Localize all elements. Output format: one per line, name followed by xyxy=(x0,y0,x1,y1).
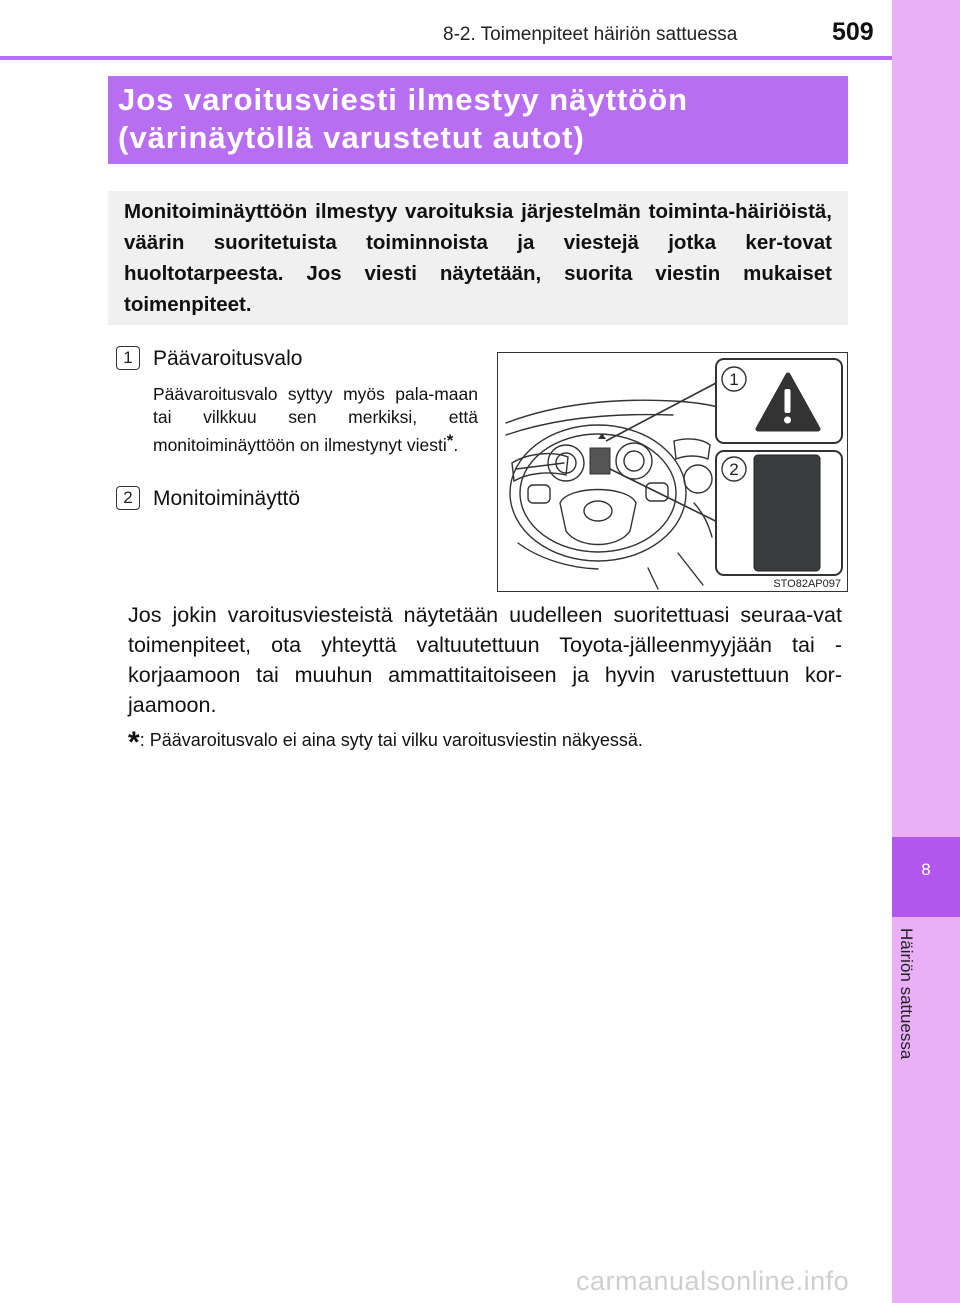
display-panel-icon xyxy=(754,455,820,571)
header-divider xyxy=(0,56,892,60)
title-line-1: Jos varoitusviesti ilmestyy näyttöön xyxy=(118,82,689,117)
item-description-text: Päävaroitusvalo syttyy myös pala-maan tai vilkkuu sen merkiksi, että monitoiminäyttöön on ilmestynyt viesti xyxy=(153,384,478,455)
title-line-2: (värinäytöllä varustetut autot) xyxy=(118,120,585,155)
chapter-label: Häiriön sattuessa xyxy=(897,928,916,1060)
section-title: 8-2. Toimenpiteet häiriön sattuessa xyxy=(443,24,738,45)
intro-text: Monitoiminäyttöön ilmestyy varoituksia järjestelmän toiminta-häiriöistä, väärin suoritetuista toiminnoista ja viestejä jotka ker-tovat huoltotarpeesta. Jos viesti näytetään, suorita viestin mukaiset toimenpiteet. xyxy=(124,200,832,316)
title-banner xyxy=(108,76,848,164)
item-title: Monitoiminäyttö xyxy=(153,487,301,510)
item-number-badge: 1 xyxy=(116,346,140,370)
footnote xyxy=(128,726,643,760)
intro-box xyxy=(108,191,848,325)
footnote-marker: * xyxy=(446,431,454,450)
item-number-badge: 2 xyxy=(116,486,140,510)
side-tab-strip xyxy=(892,0,960,1303)
footnote-text: : Päävaroitusvalo ei aina syty tai vilku varoitusviestin näkyessä. xyxy=(139,730,643,750)
item-title: Päävaroitusvalo xyxy=(153,347,303,370)
callout-number: 1 xyxy=(729,370,739,389)
dashboard-illustration xyxy=(497,352,848,592)
callout-number: 2 xyxy=(729,460,739,479)
item-description-end: . xyxy=(453,435,459,455)
illustration-code: STO82AP097 xyxy=(773,578,841,590)
chapter-label-wrap xyxy=(893,928,923,1088)
page-number: 509 xyxy=(832,18,874,46)
item-description xyxy=(153,383,478,457)
watermark: carmanualsonline.info xyxy=(576,1266,850,1296)
dashboard-drawing xyxy=(498,353,847,591)
footnote-star: * xyxy=(128,726,140,759)
chapter-number: 8 xyxy=(921,860,931,879)
body-paragraph: Jos jokin varoitusviesteistä näytetään uudelleen suoritettuasi seuraa-vat toimenpiteet, ota yhteyttä valtuutettuun Toyota-jälleenmyyjään tai -korjaamoon tai muuhun ammattitaitoiseen ja hyvin varustettuun kor-jaamoon. xyxy=(128,603,842,717)
